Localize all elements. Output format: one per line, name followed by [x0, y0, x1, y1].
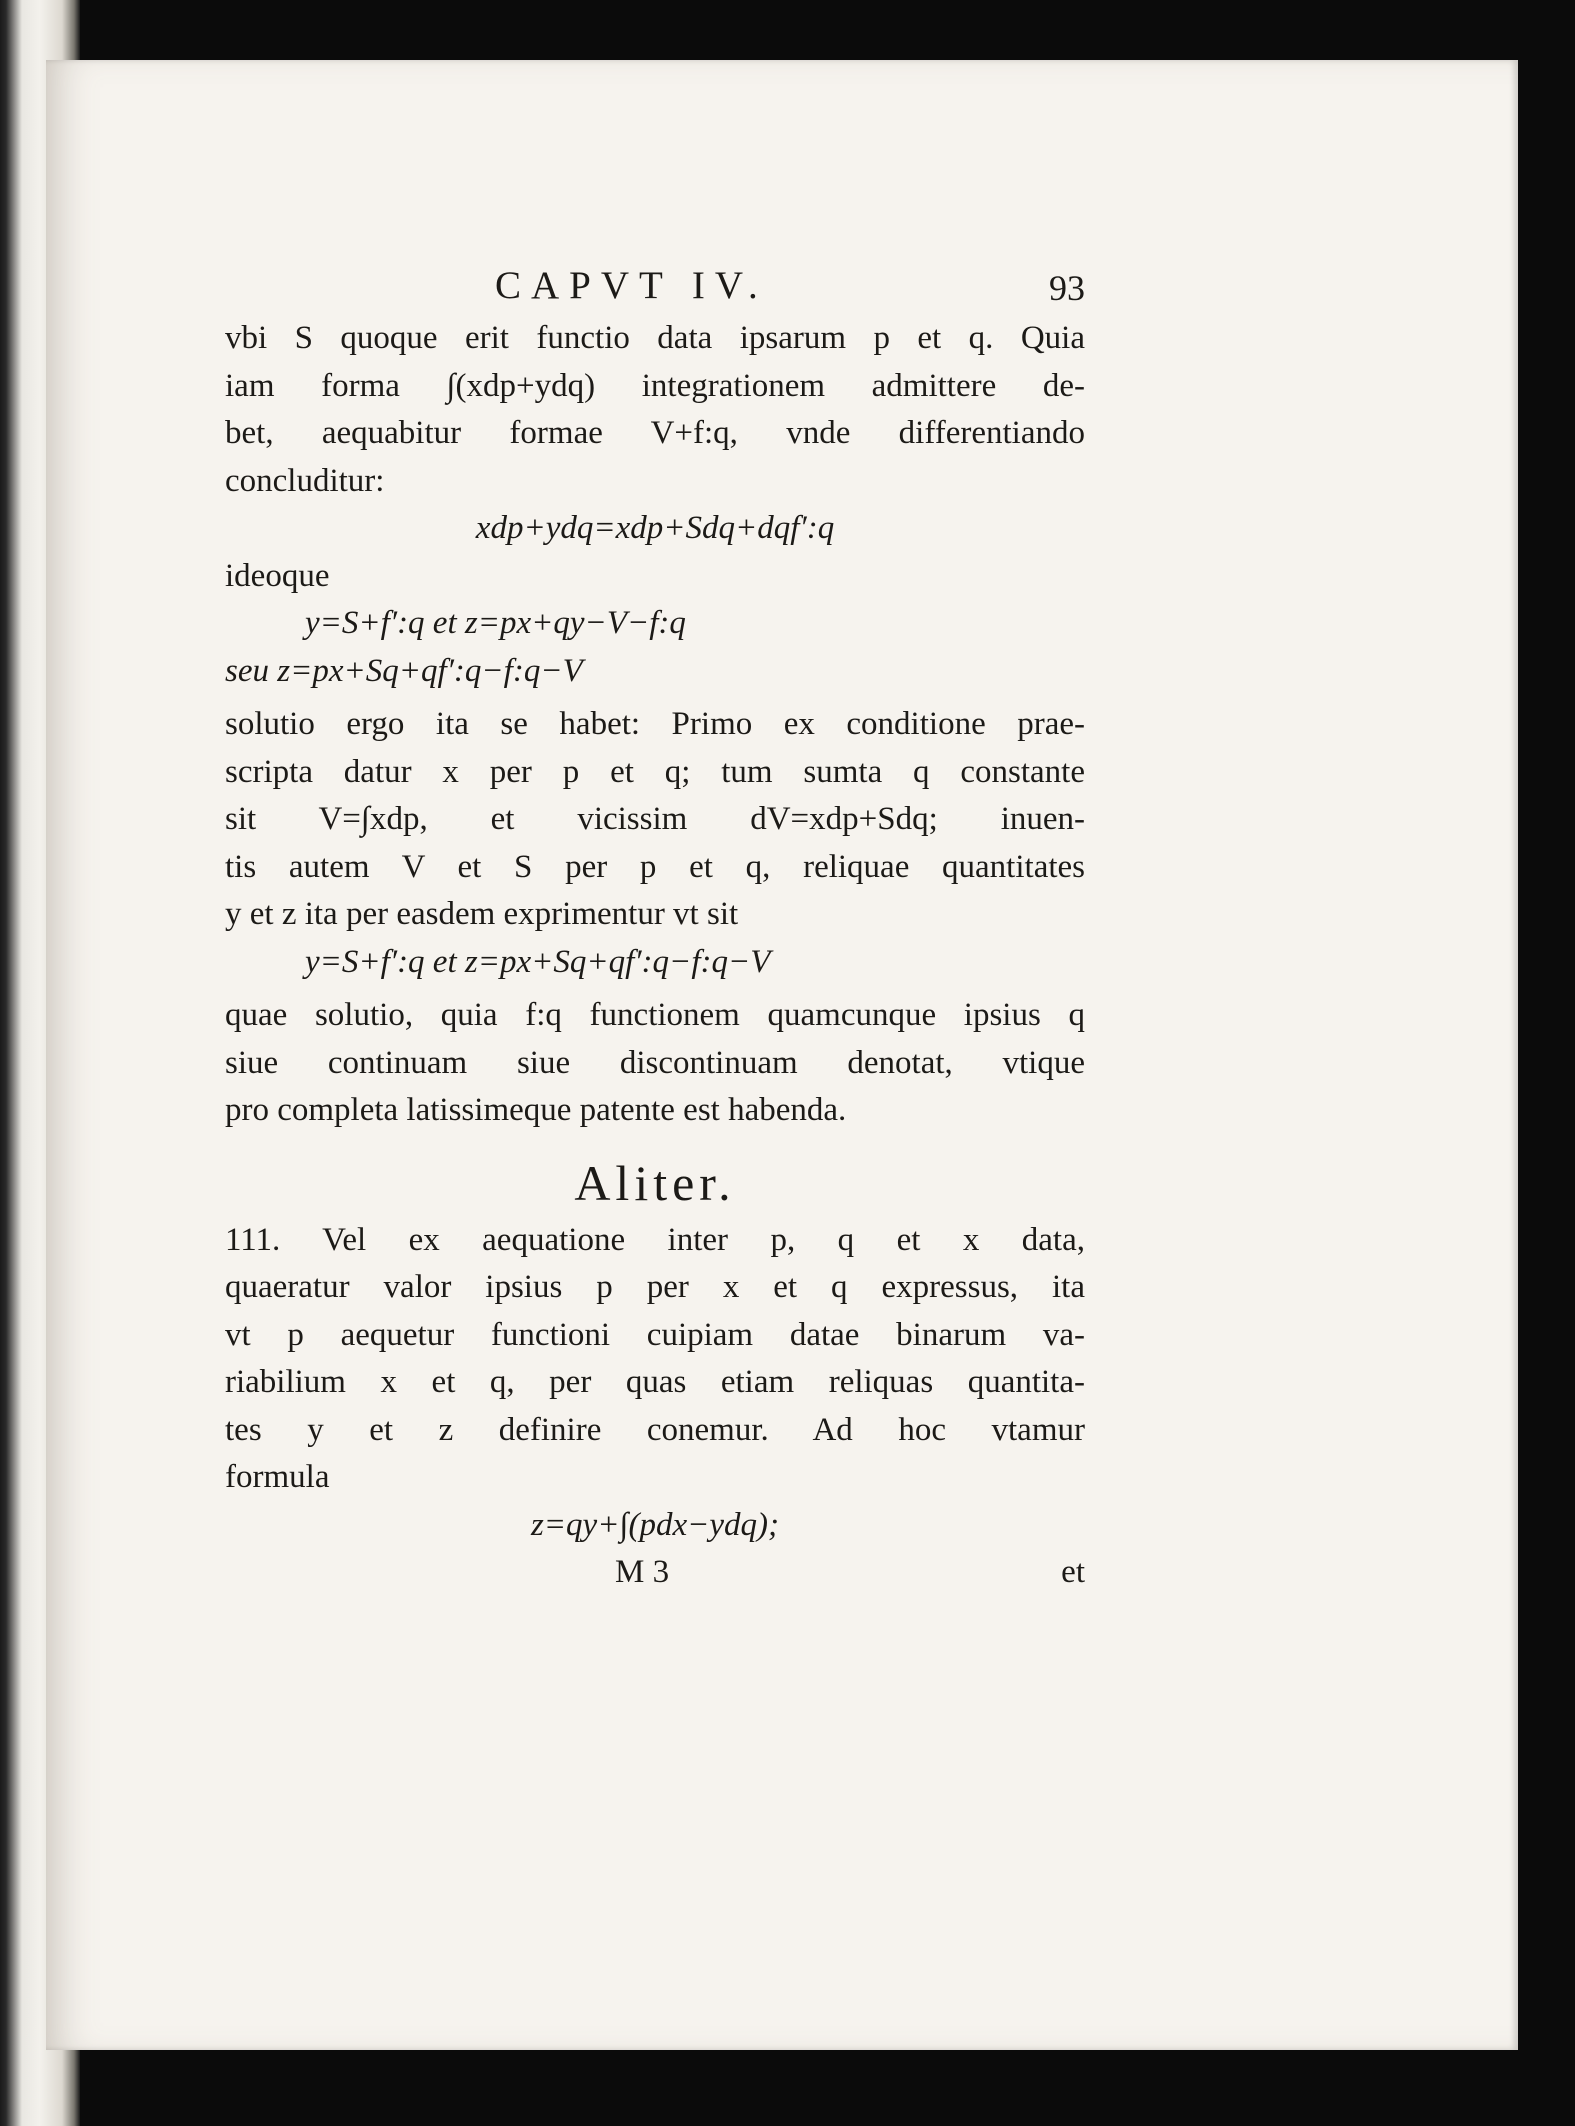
section-heading: Aliter. — [574, 1154, 736, 1211]
background-strip — [1518, 60, 1575, 2050]
equation: seu z=px+Sq+qf′:q−f:q−V — [225, 652, 583, 689]
catchword: et — [1061, 1554, 1085, 1590]
text-line: solutio ergo ita se habet: Primo ex conditione prae- — [225, 706, 1085, 742]
text-line: 111. Vel ex aequatione inter p, q et x data, — [225, 1221, 1085, 1258]
text-line: formula — [225, 1459, 330, 1495]
equation: y=S+f′:q et z=px+qy−V−f:q — [305, 605, 686, 641]
text-line: concluditur: — [225, 462, 385, 499]
text-line: tes y et z definire conemur. Ad hoc vtamur — [225, 1411, 1085, 1448]
equation: xdp+ydq=xdp+Sdq+dqf′:q — [475, 510, 835, 546]
text-line: y et z ita per easdem exprimentur vt sit — [225, 896, 739, 932]
signature-mark: M 3 — [615, 1554, 670, 1590]
page-footer — [225, 1549, 1085, 1597]
text-line: ideoque — [225, 557, 330, 594]
running-head: CAPVT IV. — [495, 264, 768, 307]
text-line: bet, aequabitur formae V+f:q, vnde differentiando — [225, 415, 1085, 451]
text-line: siue continuam siue discontinuam denotat, vtique — [225, 1044, 1085, 1081]
text-line: quae solutio, quia f:q functionem quamcunque ipsius q — [225, 997, 1085, 1033]
text-line: vt p aequetur functioni cuipiam datae binarum va- — [225, 1316, 1085, 1353]
equation: z=qy+∫(pdx−ydq); — [530, 1506, 780, 1543]
equation: y=S+f′:q et z=px+Sq+qf′:q−f:q−V — [305, 943, 771, 980]
text-block — [225, 255, 1085, 1597]
text-line: pro completa latissimeque patente est habenda. — [225, 1092, 847, 1128]
text-line: vbi S quoque erit functio data ipsarum p et q. Quia — [225, 320, 1085, 356]
text-line: sit V=∫xdp, et vicissim dV=xdp+Sdq; inuen- — [225, 801, 1085, 837]
page-header — [225, 255, 1085, 315]
page-number: 93 — [1049, 268, 1085, 308]
text-line: scripta datur x per p et q; tum sumta q constante — [225, 753, 1085, 790]
text-line: tis autem V et S per p et q, reliquae quantitates — [225, 848, 1085, 885]
text-line: iam forma ∫(xdp+ydq) integrationem admittere de- — [225, 367, 1085, 404]
text-line: quaeratur valor ipsius p per x et q expressus, ita — [225, 1269, 1085, 1305]
text-line: riabilium x et q, per quas etiam reliquas quantita- — [225, 1364, 1085, 1400]
